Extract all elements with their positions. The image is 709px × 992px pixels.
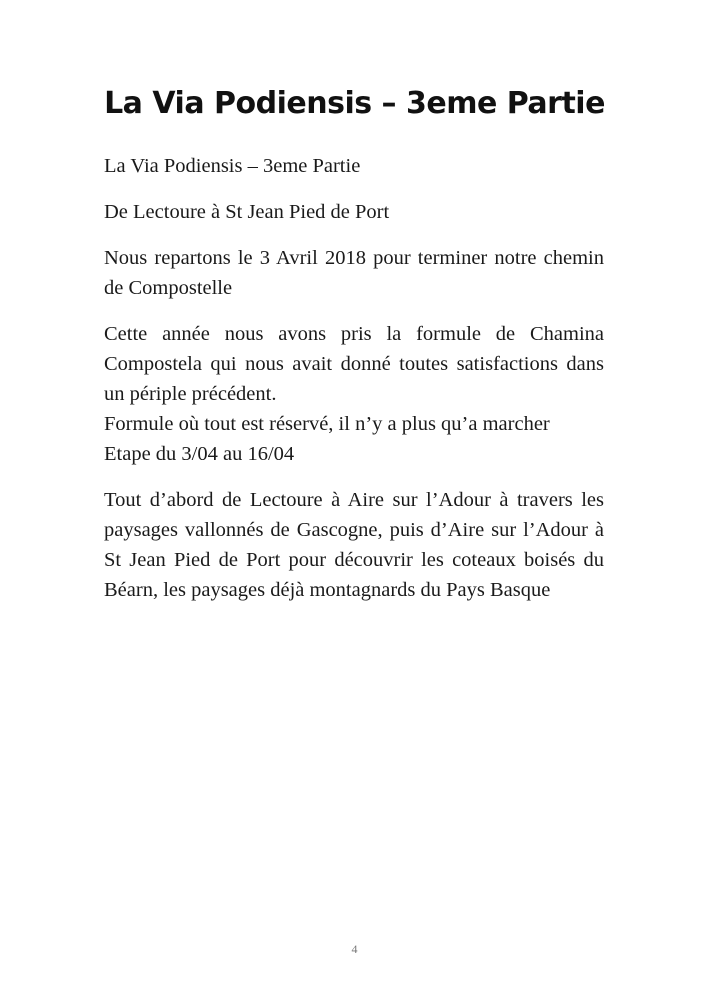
page-number: 4 — [351, 942, 358, 956]
paragraph-formula: Cette année nous avons pris la formule de Chamina Compostela qui nous avait donné toutes satisfactions dans un périple précédent. — [104, 323, 604, 405]
paragraph-reserved: Formule où tout est réservé, il n’y a plus qu’a marcher — [104, 413, 550, 435]
paragraph-route: De Lectoure à St Jean Pied de Port — [104, 201, 390, 223]
body-text — [104, 151, 604, 621]
paragraph-stage-dates: Etape du 3/04 au 16/04 — [104, 443, 295, 465]
paragraph-departure: Nous repartons le 3 Avril 2018 pour terminer notre chemin de Compostelle — [104, 247, 604, 299]
page-title: La Via Podiensis – 3eme Partie — [104, 86, 605, 121]
paragraph-itinerary: Tout d’abord de Lectoure à Aire sur l’Adour à travers les paysages vallonnés de Gascogne, puis d’Aire sur l’Adour à St Jean Pied de Port pour découvrir les coteaux boisés du Béarn, les paysages déjà montagnards du Pays Basque — [104, 489, 604, 601]
paragraph-subtitle: La Via Podiensis – 3eme Partie — [104, 155, 361, 177]
